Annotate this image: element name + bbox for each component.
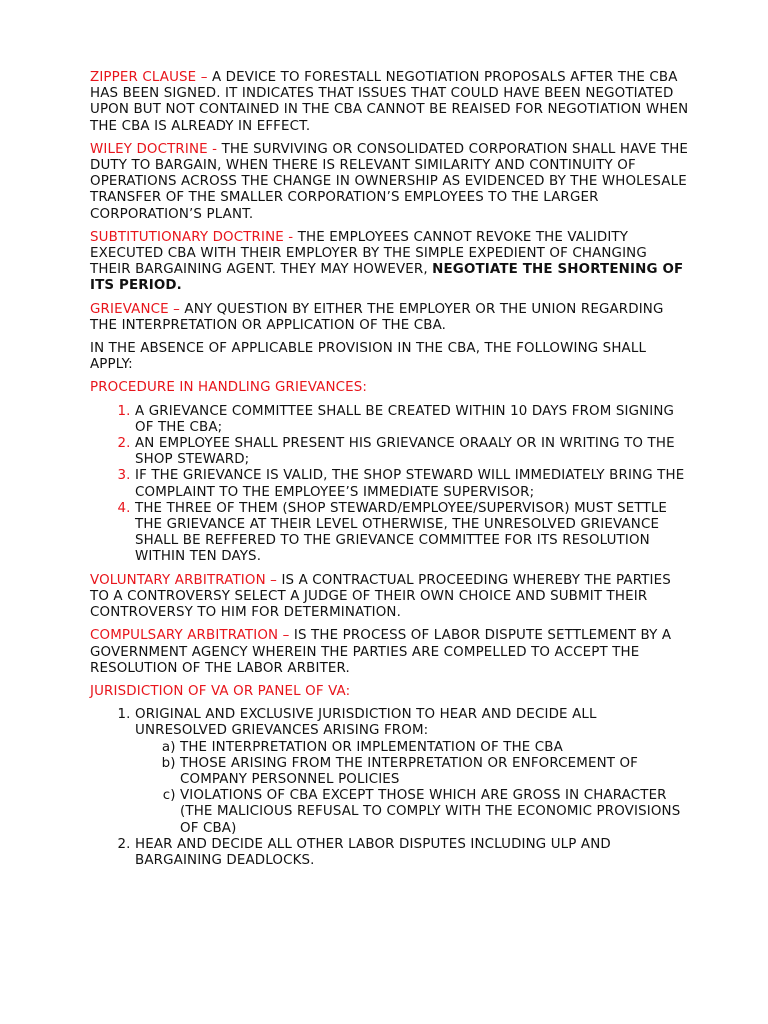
substitutionary-doctrine-bold-text: NEGOTIATE THE SHORTENING OF ITS PERIOD. <box>90 262 684 294</box>
zipper-clause-term: ZIPPER CLAUSE <box>90 70 197 85</box>
term-separator: – <box>278 628 294 644</box>
grievance-term: GRIEVANCE <box>90 301 169 317</box>
jurisdiction-item <box>135 707 690 837</box>
substitutionary-doctrine-term: SUBTITUTIONARY DOCTRINE <box>90 229 284 245</box>
jurisdiction-subitem: c. VIOLATIONS OF CBA EXCEPT THOSE WHICH ARE GROSS IN CHARACTER (THE MALICIOUS REFUSAL TO COMPLY WITH THE ECONOMIC PROVISIONS OF CBA) <box>180 788 690 837</box>
compulsary-arbitration-term: COMPULSARY ARBITRATION <box>90 628 279 644</box>
term-separator: – <box>265 572 282 588</box>
term-separator: – <box>196 70 212 85</box>
voluntary-arbitration-definition: IS A CONTRACTUAL PROCEEDING WHEREBY THE PARTIES TO A CONTROVERSY SELECT A JUDGE OF THEIR OWN CHOICE AND SUBMIT THEIR CONTROVERSY TO HIM FOR DETERMINATION. <box>90 572 671 621</box>
jurisdiction-item: 2. HEAR AND DECIDE ALL OTHER LABOR DISPUTES INCLUDING ULP AND BARGAINING DEADLOCKS. <box>135 837 690 869</box>
procedure-item: 4. THE THREE OF THEM (SHOP STEWARD/EMPLOYEE/SUPERVISOR) MUST SETTLE THE GRIEVANCE AT THEIR LEVEL OTHERWISE, THE UNRESOLVED GRIEVANCE SHALL BE REFFERED TO THE GRIEVANCE COMMITTEE FOR ITS RESOLUTION WITHIN TEN DAYS. <box>135 501 690 566</box>
substitutionary-doctrine-definition: THE EMPLOYEES CANNOT REVOKE THE VALIDITY EXECUTED CBA WITH THEIR EMPLOYER BY THE SIMPLE EXPEDIENT OF CHANGING THEIR BARGAINING AGENT. THEY MAY HOWEVER, <box>90 229 647 278</box>
wiley-doctrine-term: WILEY DOCTRINE <box>90 141 208 157</box>
grievance-paragraph <box>90 302 690 334</box>
jurisdiction-item-text: ORIGINAL AND EXCLUSIVE JURISDICTION TO HEAR AND DECIDE ALL UNRESOLVED GRIEVANCES ARISING FROM: <box>135 707 597 739</box>
zipper-clause-definition: A DEVICE TO FORESTALL NEGOTIATION PROPOSALS AFTER THE CBA HAS BEEN SIGNED. IT INDICATES THAT ISSUES THAT COULD HAVE BEEN NEGOTIATED UPON BUT NOT CONTAINED IN THE CBA CANNOT BE REAISED FOR NEGOTIATION WHEN THE CBA IS ALREADY IN EFFECT. <box>90 70 689 134</box>
compulsary-arbitration-paragraph <box>90 628 690 677</box>
procedure-item: 2. AN EMPLOYEE SHALL PRESENT HIS GRIEVANCE ORAALY OR IN WRITING TO THE SHOP STEWARD; <box>135 436 690 468</box>
substitutionary-doctrine-paragraph <box>90 230 690 295</box>
term-separator: - <box>207 141 222 157</box>
jurisdiction-subitem: b. THOSE ARISING FROM THE INTERPRETATION OR ENFORCEMENT OF COMPANY PERSONNEL POLICIES <box>180 756 690 788</box>
term-separator: – <box>168 301 185 317</box>
procedure-item: 1. A GRIEVANCE COMMITTEE SHALL BE CREATED WITHIN 10 DAYS FROM SIGNING OF THE CBA; <box>135 404 690 436</box>
voluntary-arbitration-term: VOLUNTARY ARBITRATION <box>90 572 266 588</box>
jurisdiction-subitem: a. THE INTERPRETATION OR IMPLEMENTATION OF THE CBA <box>180 740 690 756</box>
procedure-item: 3. IF THE GRIEVANCE IS VALID, THE SHOP STEWARD WILL IMMEDIATELY BRING THE COMPLAINT TO THE EMPLOYEE’S IMMEDIATE SUPERVISOR; <box>135 468 690 500</box>
absence-paragraph: IN THE ABSENCE OF APPLICABLE PROVISION IN THE CBA, THE FOLLOWING SHALL APPLY: <box>90 341 647 373</box>
voluntary-arbitration-paragraph <box>90 573 690 622</box>
wiley-doctrine-paragraph <box>90 142 690 223</box>
jurisdiction-list <box>90 707 690 869</box>
procedure-list <box>90 404 690 566</box>
jurisdiction-heading: JURISDICTION OF VA OR PANEL OF VA: <box>90 683 351 699</box>
grievance-definition: ANY QUESTION BY EITHER THE EMPLOYER OR THE UNION REGARDING THE INTERPRETATION OR APPLICATION OF THE CBA. <box>90 301 664 333</box>
document-page <box>90 70 690 876</box>
procedure-heading: PROCEDURE IN HANDLING GRIEVANCES: <box>90 380 368 396</box>
jurisdiction-sublist <box>135 740 690 837</box>
zipper-clause-paragraph <box>90 70 690 135</box>
wiley-doctrine-definition: THE SURVIVING OR CONSOLIDATED CORPORATION SHALL HAVE THE DUTY TO BARGAIN, WHEN THERE IS RELEVANT SIMILARITY AND CONTINUITY OF OPERATIONS ACROSS THE CHANGE IN OWNERSHIP AS EVIDENCED BY THE WHOLESALE TRANSFER OF THE SMALLER CORPORATION’S EMPLOYEES TO THE LARGER CORPORATION’S PLANT. <box>90 141 689 222</box>
term-separator: - <box>283 229 298 245</box>
compulsary-arbitration-definition: IS THE PROCESS OF LABOR DISPUTE SETTLEMENT BY A GOVERNMENT AGENCY WHEREIN THE PARTIES ARE COMPELLED TO ACCEPT THE RESOLUTION OF THE LABOR ARBITER. <box>90 628 672 676</box>
